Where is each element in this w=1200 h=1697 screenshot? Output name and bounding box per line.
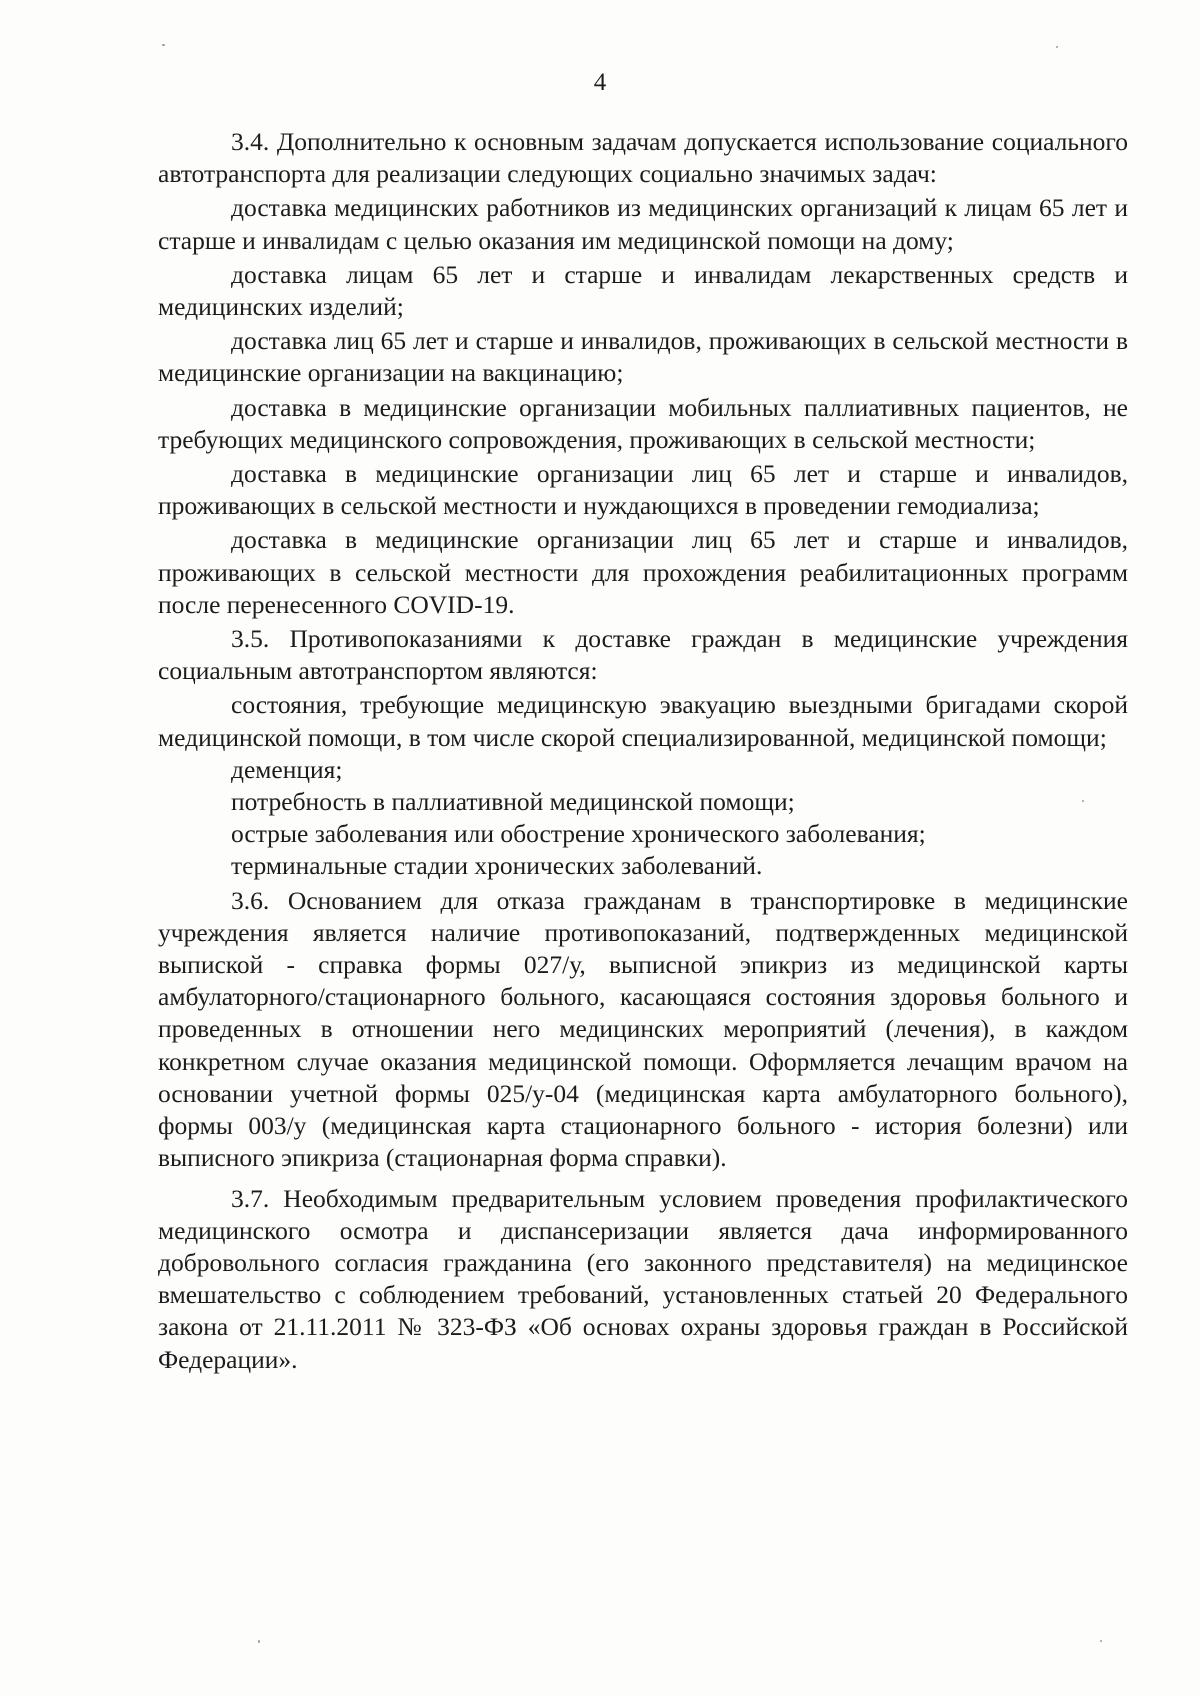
list-item-contraindication-acute: острые заболевания или обострение хронического заболевания; [231,819,926,849]
paragraph-3-7: 3.7. Необходимым предварительным условием проведения профилактического медицинского осмотра и диспансеризации является дача информированного добровольного согласия гражданина (его законного представителя) на медицинское вмешательство с соблюдением требований, установленных статьей 20 Федерального закона от 21.11.2011 № 323-ФЗ «Об основах охраны здоровья граждан в Российской Федерации». [158,1183,1128,1374]
list-item-delivery-palliative: доставка в медицинские организации мобильных паллиативных пациентов, не требующих медицинского сопровождения, проживающих в сельской местности; [158,392,1128,454]
list-item-delivery-hemodialysis: доставка в медицинские организации лиц 65 лет и старше и инвалидов, проживающих в сельской местности и нуждающихся в проведении гемодиализа; [158,459,1128,521]
scan-speck [1082,800,1084,802]
list-item-delivery-rehabilitation: доставка в медицинские организации лиц 65 лет и старше и инвалидов, проживающих в сельской местности для прохождения реабилитационных программ после перенесенного COVID-19. [158,525,1128,619]
list-item-contraindication-terminal: терминальные стадии хронических заболеваний. [231,851,763,881]
paragraph-3-5: 3.5. Противопоказаниями к доставке граждан в медицинские учреждения социальным автотранспортом являются: [158,624,1128,686]
document-body [158,126,1128,1376]
scan-speck [258,1640,260,1643]
scan-speck [1100,1640,1102,1642]
list-item-contraindication-evacuation: состояния, требующие медицинскую эвакуацию выездными бригадами скорой медицинской помощи, в том числе скорой специализированной, медицинской помощи; [158,690,1128,752]
list-item-delivery-medical-workers: доставка медицинских работников из медицинских организаций к лицам 65 лет и старше и инвалидам с целью оказания им медицинской помощи на дому; [158,193,1128,255]
paragraph-3-4: 3.4. Дополнительно к основным задачам допускается использование социального автотранспорта для реализации следующих социально значимых задач: [158,127,1128,189]
list-item-contraindication-palliative: потребность в паллиативной медицинской помощи; [231,787,795,817]
page-number: 4 [593,69,607,96]
list-item-contraindication-dementia: деменция; [231,754,343,784]
list-item-delivery-vaccination: доставка лиц 65 лет и старше и инвалидов, проживающих в сельской местности в медицинские организации на вакцинацию; [158,326,1128,388]
scan-speck [162,44,165,46]
scan-speck [1056,46,1058,48]
list-item-delivery-medicines: доставка лицам 65 лет и старше и инвалидам лекарственных средств и медицинских изделий; [158,259,1128,322]
paragraph-3-6: 3.6. Основанием для отказа гражданам в транспортировке в медицинские учреждения является наличие противопоказаний, подтвержденных медицинской выпиской - справка формы 027/у, выписной эпикриз из медицинской карты амбулаторного/стационарного больного, касающаяся состояния здоровья больного и проведенных в отношении него медицинских мероприятий (лечения), в каждом конкретном случае оказания медицинской помощи. Оформляется лечащим врачом на основании учетной формы 025/у-04 (медицинская карта амбулаторного больного), формы 003/у (медицинская карта стационарного больного - история болезни) или выписного эпикриза (стационарная форма справки). [158,885,1128,1173]
